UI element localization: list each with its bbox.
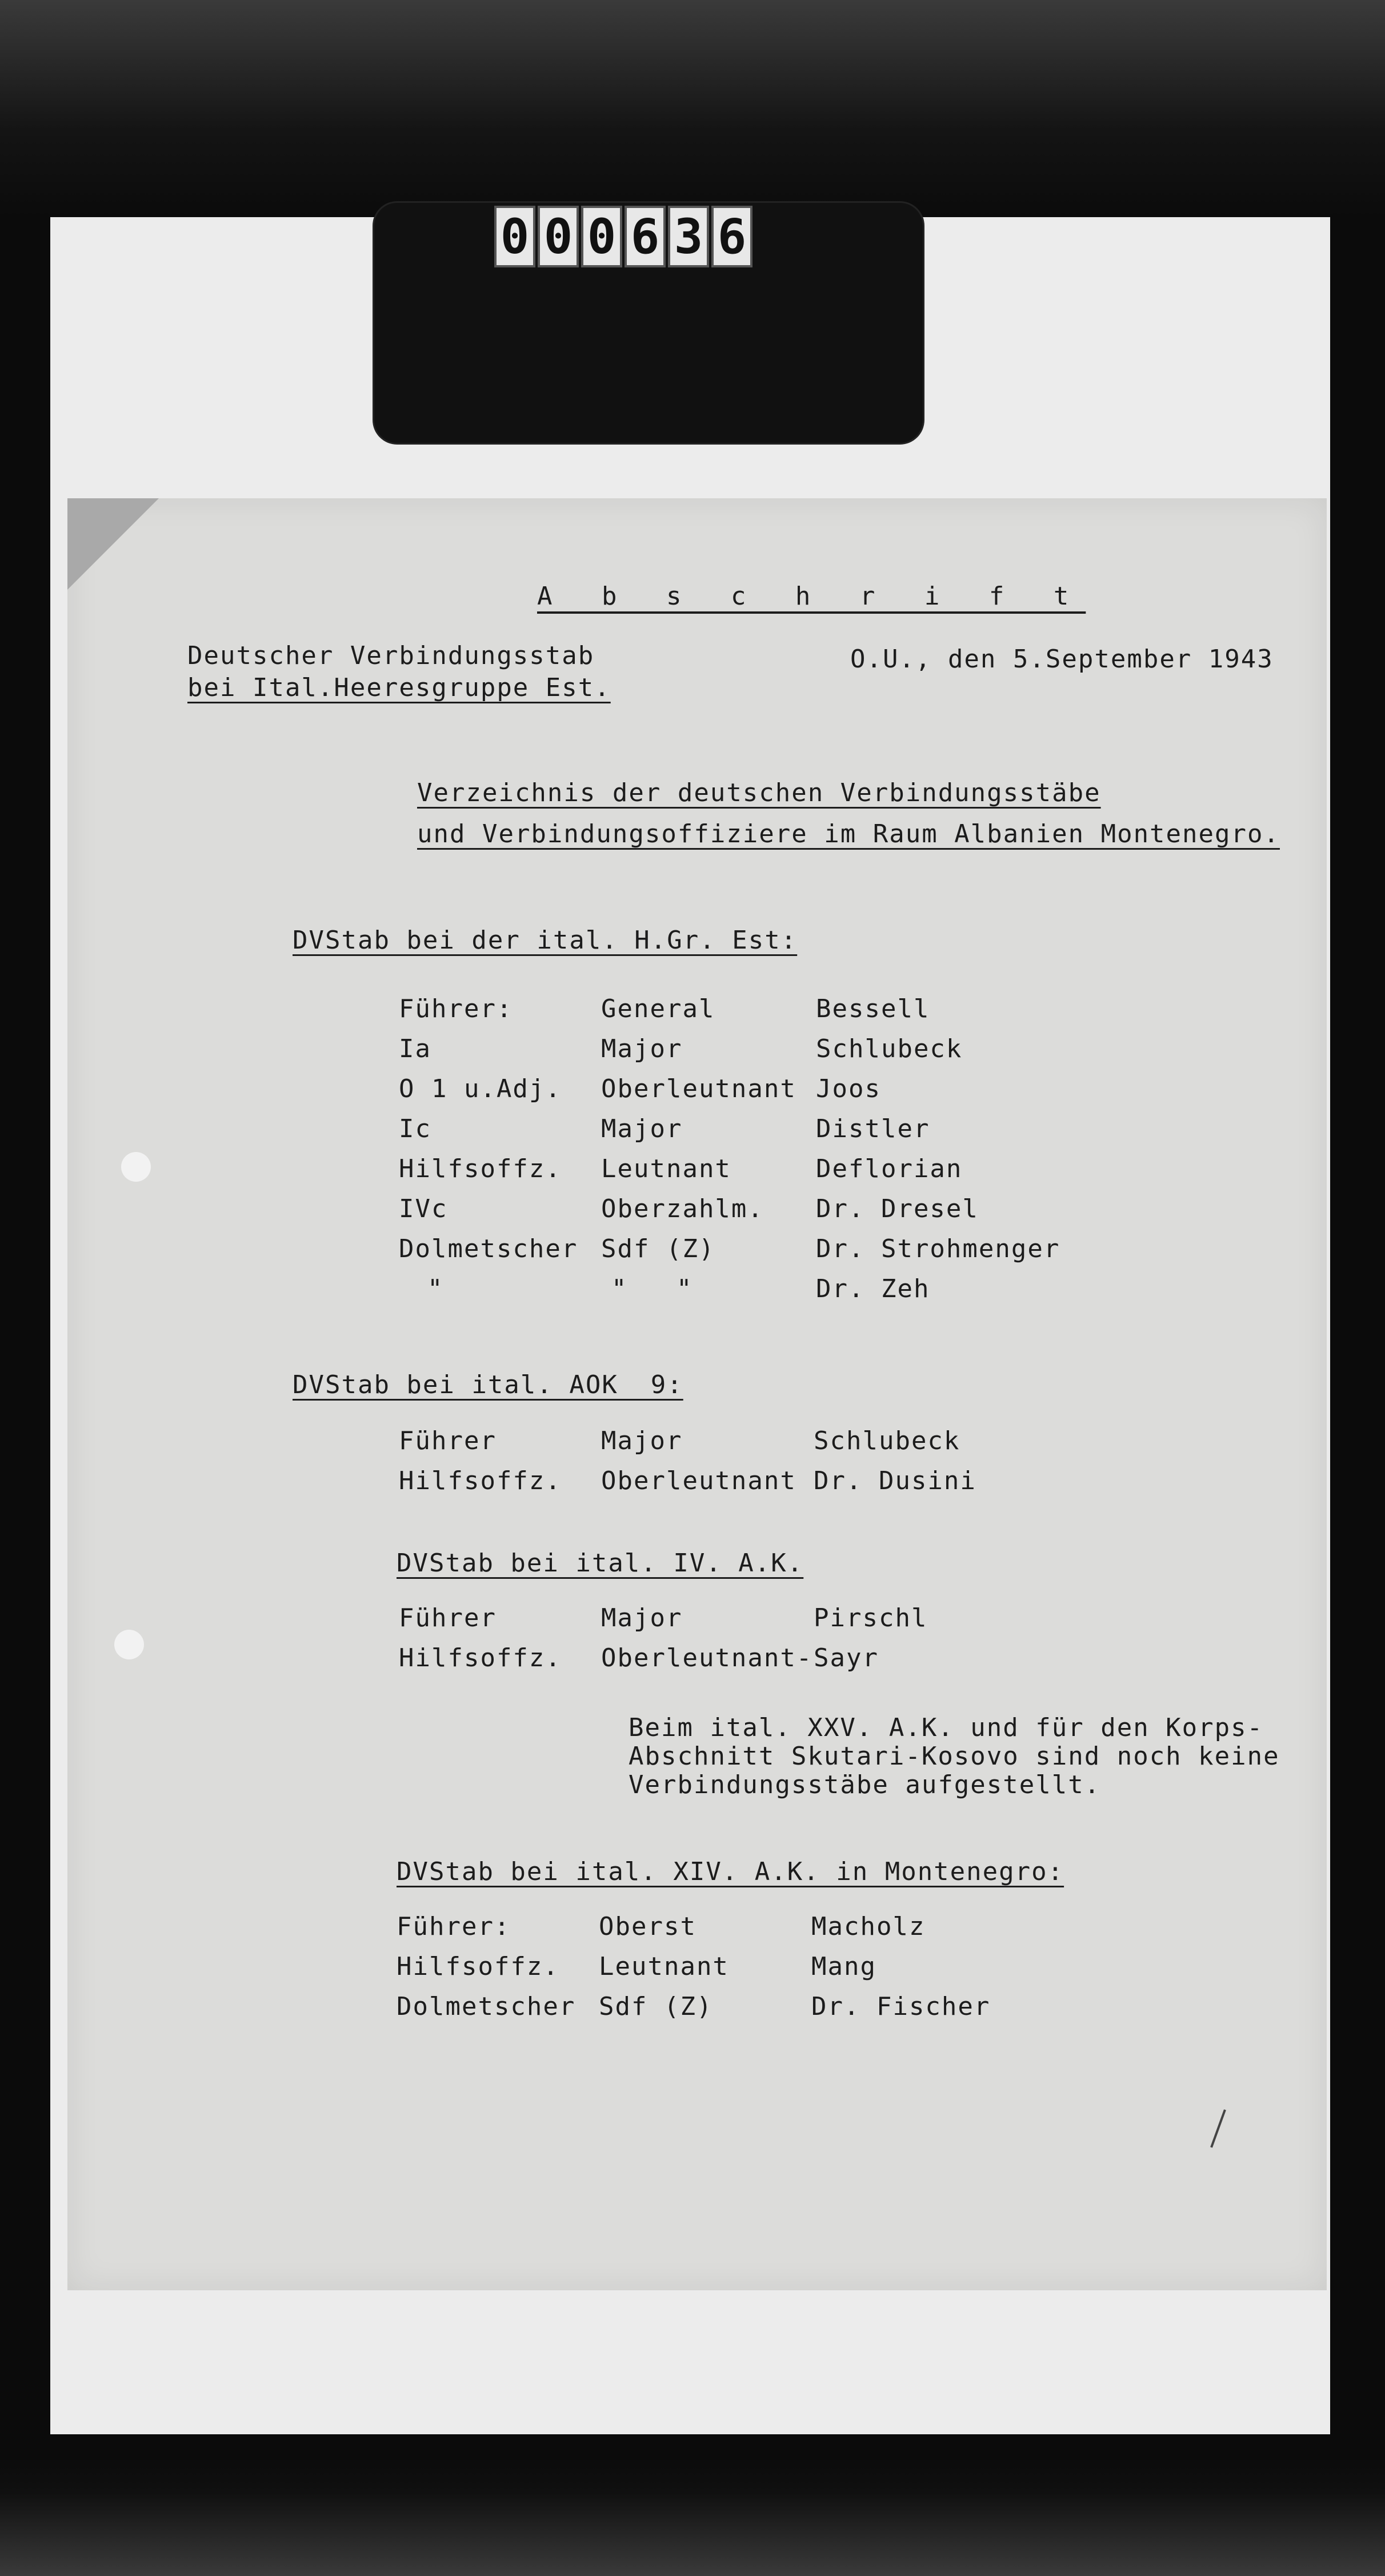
- name-cell: Deflorian: [816, 1154, 963, 1183]
- rank-cell: Leutnant: [601, 1154, 731, 1183]
- section-title: DVStab bei ital. XIV. A.K. in Montenegro:: [397, 1857, 1064, 1886]
- role-cell: Hilfsoffz.: [399, 1466, 562, 1495]
- role-cell: Hilfsoffz.: [397, 1952, 559, 1981]
- punch-hole: [121, 1152, 151, 1182]
- role-cell: Führer: [399, 1426, 497, 1455]
- name-cell: Joos: [816, 1074, 881, 1103]
- name-cell: Bessell: [816, 994, 930, 1023]
- punch-hole: [114, 1630, 144, 1659]
- role-cell: ": [427, 1274, 444, 1303]
- note-line-3: Verbindungsstäbe aufgestellt.: [629, 1770, 1101, 1799]
- counter-digit: 0: [581, 206, 622, 267]
- frame-counter: [494, 206, 752, 269]
- name-cell: Schlubeck: [816, 1034, 963, 1063]
- name-cell: Sayr: [814, 1643, 879, 1673]
- sender-line-2: bei Ital.Heeresgruppe Est.: [187, 673, 611, 702]
- name-cell: Macholz: [811, 1912, 926, 1941]
- section-title: DVStab bei ital. IV. A.K.: [397, 1549, 804, 1578]
- rank-cell: Oberst: [599, 1912, 696, 1941]
- rank-cell: Oberleutnant: [601, 1466, 796, 1495]
- name-cell: Dr. Dusini: [814, 1466, 976, 1495]
- place-date: O.U., den 5.September 1943: [850, 645, 1274, 674]
- rank-cell: General: [601, 994, 715, 1023]
- name-cell: Dr. Zeh: [816, 1274, 930, 1303]
- role-cell: Führer:: [397, 1912, 511, 1941]
- sender-line-1: Deutscher Verbindungsstab: [187, 641, 595, 670]
- rank-cell: Major: [601, 1603, 683, 1633]
- role-cell: Ic: [399, 1114, 431, 1143]
- rank-cell: Leutnant: [599, 1952, 729, 1981]
- name-cell: Distler: [816, 1114, 930, 1143]
- note-line-2: Abschnitt Skutari-Kosovo sind noch keine: [629, 1742, 1280, 1771]
- name-cell: Dr. Fischer: [811, 1992, 991, 2021]
- role-cell: Führer:: [399, 994, 513, 1023]
- rank-cell: Major: [601, 1034, 683, 1063]
- section-title: DVStab bei ital. AOK 9:: [293, 1370, 683, 1399]
- subject-line-1: Verzeichnis der deutschen Verbindungsstäbe: [417, 778, 1101, 807]
- counter-digit: 6: [711, 206, 752, 267]
- section-title: DVStab bei der ital. H.Gr. Est:: [293, 926, 798, 955]
- role-cell: Dolmetscher: [399, 1234, 578, 1263]
- document-heading: A b s c h r i f t: [537, 582, 1086, 611]
- rank-cell: Oberzahlm.: [601, 1194, 764, 1223]
- role-cell: Hilfsoffz.: [399, 1154, 562, 1183]
- rank-cell: Oberleutnant-: [601, 1643, 813, 1673]
- film-bottom-border: [0, 2457, 1385, 2576]
- role-cell: IVc: [399, 1194, 448, 1223]
- rank-cell: Major: [601, 1426, 683, 1455]
- role-cell: Führer: [399, 1603, 497, 1633]
- name-cell: Mang: [811, 1952, 876, 1981]
- counter-digit: 0: [494, 206, 535, 267]
- rank-cell: " ": [611, 1274, 693, 1303]
- role-cell: Ia: [399, 1034, 431, 1063]
- film-top-border: [0, 0, 1385, 217]
- rank-cell: Sdf (Z): [599, 1992, 713, 2021]
- counter-digit: 0: [538, 206, 579, 267]
- counter-digit: 6: [625, 206, 666, 267]
- folded-corner: [67, 498, 159, 590]
- role-cell: Hilfsoffz.: [399, 1643, 562, 1673]
- subject-line-2: und Verbindungsoffiziere im Raum Albanien Montenegro.: [417, 819, 1280, 849]
- role-cell: Dolmetscher: [397, 1992, 576, 2021]
- name-cell: Schlubeck: [814, 1426, 960, 1455]
- name-cell: Dr. Dresel: [816, 1194, 979, 1223]
- rank-cell: Sdf (Z): [601, 1234, 715, 1263]
- rank-cell: Major: [601, 1114, 683, 1143]
- name-cell: Pirschl: [814, 1603, 928, 1633]
- note-line-1: Beim ital. XXV. A.K. und für den Korps-: [629, 1713, 1264, 1742]
- name-cell: Dr. Strohmenger: [816, 1234, 1060, 1263]
- counter-digit: 3: [668, 206, 709, 267]
- rank-cell: Oberleutnant: [601, 1074, 796, 1103]
- role-cell: O 1 u.Adj.: [399, 1074, 562, 1103]
